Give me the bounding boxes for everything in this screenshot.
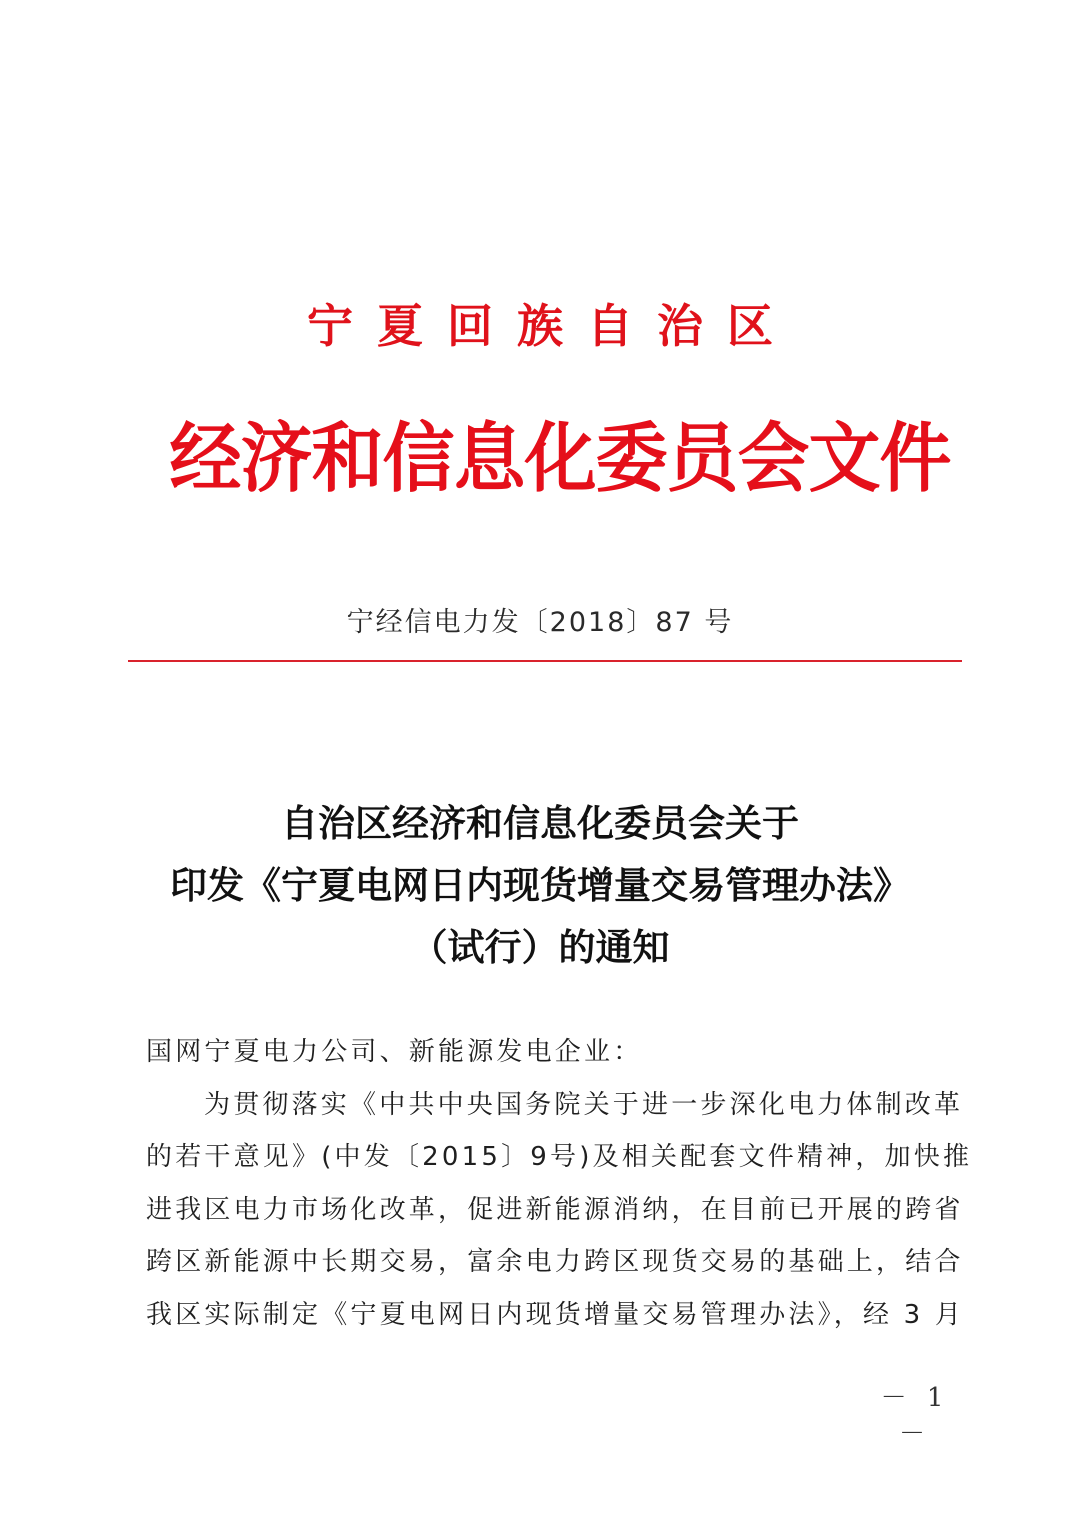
document-number: 宁经信电力发〔2018〕87 号 <box>346 607 734 638</box>
document-body <box>146 1026 973 1341</box>
body-line-3: 进我区电力市场化改革，促进新能源消纳，在目前已开展的跨省 <box>146 1194 964 1225</box>
title-line-1: 自治区经济和信息化委员会关于 <box>281 801 799 845</box>
body-line-2: 的若干意见》(中发〔2015〕9号)及相关配套文件精神，加快推 <box>146 1142 973 1172</box>
title-line-3: （试行）的通知 <box>410 925 670 969</box>
issuer-region-heading: 宁夏回族自治区 <box>307 299 797 353</box>
title-line-2: 印发《宁夏电网日内现货增量交易管理办法》 <box>170 863 910 907</box>
document-title <box>0 792 1080 978</box>
addressee-line: 国网宁夏电力公司、新能源发电企业： <box>146 1037 643 1067</box>
issuer-agency-heading: 经济和信息化委员会文件 <box>169 412 951 503</box>
page-number: － 1 － <box>880 1383 950 1449</box>
body-line-4: 跨区新能源中长期交易，富余电力跨区现货交易的基础上，结合 <box>146 1247 964 1277</box>
red-divider-line <box>128 660 962 662</box>
body-line-5: 我区实际制定《宁夏电网日内现货增量交易管理办法》，经 3 月 <box>146 1299 965 1330</box>
body-line-1: 为贯彻落实《中共中央国务院关于进一步深化电力体制改革 <box>204 1089 964 1120</box>
